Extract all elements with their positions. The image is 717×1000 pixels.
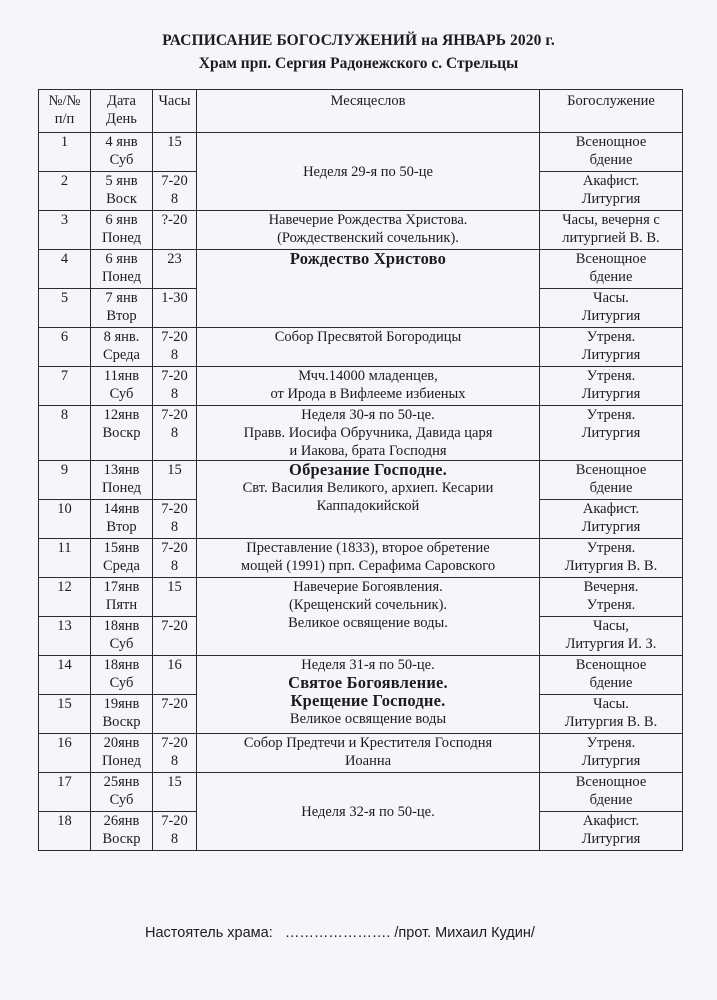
row-hours [153,773,197,812]
row-date [91,812,153,851]
hours-line: 7-20 [161,540,188,556]
calendar-line: Каппадокийской [316,498,420,514]
table-row [39,773,683,812]
calendar-entry [197,406,540,461]
hours-line: 15 [167,579,182,595]
service-line: Утреня. [586,735,636,751]
calendar-line: Великое освящение воды. [288,615,448,631]
row-date [91,367,153,406]
row-service [540,328,683,367]
row-date [91,133,153,172]
table-row [39,406,683,461]
calendar-line: (Крещенский сочельник). [288,597,448,613]
date-line: Понед [101,753,142,769]
row-number: 5 [39,289,91,328]
calendar-entry [197,539,540,578]
date-line: Среда [103,558,140,574]
service-line: Литургия В. В. [564,558,658,574]
date-line: 26янв [103,813,140,829]
calendar-line: от Ирода в Вифлееме избиеных [270,386,466,402]
calendar-line: Собор Пресвятой Богородицы [274,329,462,345]
calendar-entry [197,734,540,773]
service-line: Всенощное [575,462,647,478]
date-line: Понед [101,480,142,496]
row-hours [153,289,197,328]
row-hours [153,461,197,500]
date-line: 14янв [103,501,140,517]
row-number: 15 [39,695,91,734]
header-date: Дата День [91,90,153,133]
hours-line: 15 [167,134,182,150]
header-calendar: Месяцеслов [197,90,540,133]
hours-line: 16 [167,657,182,673]
calendar-entry [197,773,540,851]
row-number: 4 [39,250,91,289]
calendar-line: Неделя 30-я по 50-це. [301,407,435,423]
service-line: Литургия [581,308,641,324]
date-line: Воск [106,191,137,207]
row-date [91,172,153,211]
date-line: Втор [106,308,137,324]
service-line: Литургия [581,519,641,535]
hours-line: 7-20 [161,735,188,751]
header-service: Богослужение [540,90,683,133]
row-hours [153,617,197,656]
row-date [91,695,153,734]
date-line: 17янв [103,579,140,595]
feast-title: Рождество Христово [289,249,447,268]
row-number: 7 [39,367,91,406]
hours-line: 23 [167,251,182,267]
date-line: 11янв [103,368,140,384]
hours-line: 15 [167,462,182,478]
row-date [91,578,153,617]
date-line: 18янв [103,618,140,634]
calendar-line: Мчч.14000 младенцев, [298,368,438,384]
service-line: Часы. [593,290,629,306]
row-date [91,211,153,250]
row-service [540,133,683,172]
row-number: 3 [39,211,91,250]
calendar-line: Навечерие Рождества Христова. [268,212,468,228]
service-line: Литургия [581,347,641,363]
feast-title: Обрезание Господне. [289,460,447,479]
service-line: бдение [589,792,633,808]
date-line: 15янв [103,540,140,556]
row-number: 6 [39,328,91,367]
calendar-line: Неделя 32-я по 50-це. [301,803,435,820]
row-hours [153,133,197,172]
calendar-entry [197,461,540,539]
calendar-line: Собор Предтечи и Крестителя Господня [243,735,493,751]
date-line: Воскр [102,425,141,441]
row-service [540,578,683,617]
service-line: Литургия [581,425,641,441]
service-line: бдение [589,675,633,691]
row-date [91,250,153,289]
service-line: бдение [589,480,633,496]
date-line: 20янв [103,735,140,751]
calendar-entry [197,250,540,328]
date-line: Суб [109,636,134,652]
row-service [540,734,683,773]
calendar-entry [197,367,540,406]
row-service [540,250,683,289]
row-service [540,406,683,461]
hours-line: 8 [170,519,179,535]
table-row [39,367,683,406]
table-row [39,578,683,617]
calendar-line: Великое освящение воды [289,711,447,727]
hours-line: 8 [170,386,179,402]
service-line: Литургия И. З. [565,636,657,652]
row-hours [153,812,197,851]
service-line: Утреня. [586,540,636,556]
date-line: 5 янв [105,173,138,189]
table-row [39,539,683,578]
calendar-line: Неделя 31-я по 50-це. [301,657,435,673]
service-line: бдение [589,152,633,168]
row-number: 9 [39,461,91,500]
calendar-entry [197,656,540,734]
hours-line: 8 [170,831,179,847]
date-line: 25янв [103,774,140,790]
row-number: 11 [39,539,91,578]
row-date [91,500,153,539]
rector-name: …………………. /прот. Михаил Кудин/ [284,925,535,941]
row-hours [153,367,197,406]
service-line: Часы, [593,618,629,634]
service-line: Вечерня. [583,579,639,595]
rector-signature-line [145,925,535,941]
hours-line: 7-20 [161,696,188,712]
feast-title: Крещение Господне. [290,691,446,710]
row-hours [153,328,197,367]
row-date [91,406,153,461]
service-line: Литургия [581,191,641,207]
row-number: 10 [39,500,91,539]
row-service [540,617,683,656]
service-line: Акафист. [582,501,640,517]
service-line: бдение [589,269,633,285]
calendar-entry [197,578,540,656]
date-line: Пятн [105,597,138,613]
service-line: Акафист. [582,813,640,829]
row-hours [153,172,197,211]
date-line: Суб [109,792,134,808]
calendar-line: Иоанна [344,753,392,769]
calendar-line: мощей (1991) прп. Серафима Саровского [240,558,496,574]
table-row [39,250,683,289]
service-line: Литургия В. В. [564,714,658,730]
row-hours [153,578,197,617]
service-line: Всенощное [575,657,647,673]
row-service [540,461,683,500]
service-line: литургией В. В. [562,230,660,246]
hours-line: 7-20 [161,329,188,345]
date-line: Суб [109,152,134,168]
table-row [39,461,683,500]
row-number: 13 [39,617,91,656]
date-line: Суб [109,675,134,691]
row-date [91,773,153,812]
row-number: 8 [39,406,91,461]
calendar-line: Правв. Иосифа Обручника, Давида царя [243,425,493,441]
row-hours [153,656,197,695]
row-service [540,211,683,250]
date-line: Суб [109,386,134,402]
hours-line: 7-20 [161,813,188,829]
header-num: №/№ п/п [39,90,91,133]
row-service [540,172,683,211]
rector-label: Настоятель храма: [145,925,273,941]
row-number: 1 [39,133,91,172]
row-hours [153,211,197,250]
row-number: 18 [39,812,91,851]
service-line: Всенощное [575,134,647,150]
service-line: Литургия [581,753,641,769]
row-date [91,539,153,578]
date-line: Втор [106,519,137,535]
service-line: Литургия [581,386,641,402]
date-line: 19янв [103,696,140,712]
row-number: 14 [39,656,91,695]
calendar-line: Навечерие Богоявления. [293,579,443,595]
service-line: Утреня. [586,407,636,423]
row-service [540,289,683,328]
row-service [540,539,683,578]
row-number: 16 [39,734,91,773]
service-line: Часы, вечерня с [562,212,660,228]
date-line: Понед [101,230,142,246]
row-hours [153,734,197,773]
hours-line: 8 [170,347,179,363]
service-line: Акафист. [582,173,640,189]
table-row [39,656,683,695]
date-line: Понед [101,269,142,285]
calendar-line: Свт. Василия Великого, архиеп. Кесарии [242,480,494,496]
row-date [91,289,153,328]
hours-line: 8 [170,753,179,769]
row-number: 2 [39,172,91,211]
table-header-row [39,90,683,133]
hours-line: 7-20 [161,618,188,634]
hours-line: 7-20 [161,368,188,384]
calendar-entry [197,328,540,367]
row-hours [153,539,197,578]
hours-line: 7-20 [161,407,188,423]
row-date [91,617,153,656]
schedule-table [38,89,683,851]
row-service [540,500,683,539]
page-title: РАСПИСАНИЕ БОГОСЛУЖЕНИЙ на ЯНВАРЬ 2020 г. [162,32,555,49]
row-number: 17 [39,773,91,812]
hours-line: 8 [170,558,179,574]
date-line: 12янв [103,407,140,423]
table-row [39,133,683,172]
row-hours [153,500,197,539]
service-line: Утреня. [586,597,636,613]
row-service [540,695,683,734]
hours-line: 1-30 [161,290,188,306]
date-line: 8 янв. [103,329,140,345]
hours-line: 7-20 [161,173,188,189]
row-hours [153,406,197,461]
date-line: Среда [103,347,140,363]
date-line: Воскр [102,714,141,730]
service-line: Всенощное [575,774,647,790]
hours-line: 7-20 [161,501,188,517]
row-service [540,773,683,812]
calendar-line: (Рождественский сочельник). [277,230,459,246]
row-date [91,328,153,367]
hours-line: 15 [167,774,182,790]
date-line: 18янв [103,657,140,673]
row-service [540,812,683,851]
calendar-line: Преставление (1833), второе обретение [246,540,490,556]
date-line: 6 янв [105,212,138,228]
feast-title: Святое Богоявление. [288,673,448,692]
calendar-entry [197,211,540,250]
calendar-line: Неделя 29-я по 50-це [303,163,433,180]
service-line: Часы. [593,696,629,712]
row-hours [153,250,197,289]
table-row [39,211,683,250]
row-number: 12 [39,578,91,617]
table-row [39,734,683,773]
service-line: Утреня. [586,368,636,384]
date-line: 7 янв [105,290,138,306]
date-line: 6 янв [105,251,138,267]
date-line: Воскр [102,831,141,847]
row-hours [153,695,197,734]
header-hours: Часы [153,90,197,133]
calendar-entry [197,133,540,211]
page-subtitle: Храм прп. Сергия Радонежского с. Стрельцы [198,55,519,72]
hours-line: 8 [170,191,179,207]
service-line: Всенощное [575,251,647,267]
row-date [91,461,153,500]
date-line: 4 янв [105,134,138,150]
table-row [39,328,683,367]
row-service [540,367,683,406]
hours-line: 8 [170,425,179,441]
row-date [91,734,153,773]
hours-line: ?-20 [161,212,188,228]
service-line: Литургия [581,831,641,847]
date-line: 13янв [103,462,140,478]
calendar-line: и Иакова, брата Господня [289,443,447,459]
service-line: Утреня. [586,329,636,345]
row-service [540,656,683,695]
row-date [91,656,153,695]
